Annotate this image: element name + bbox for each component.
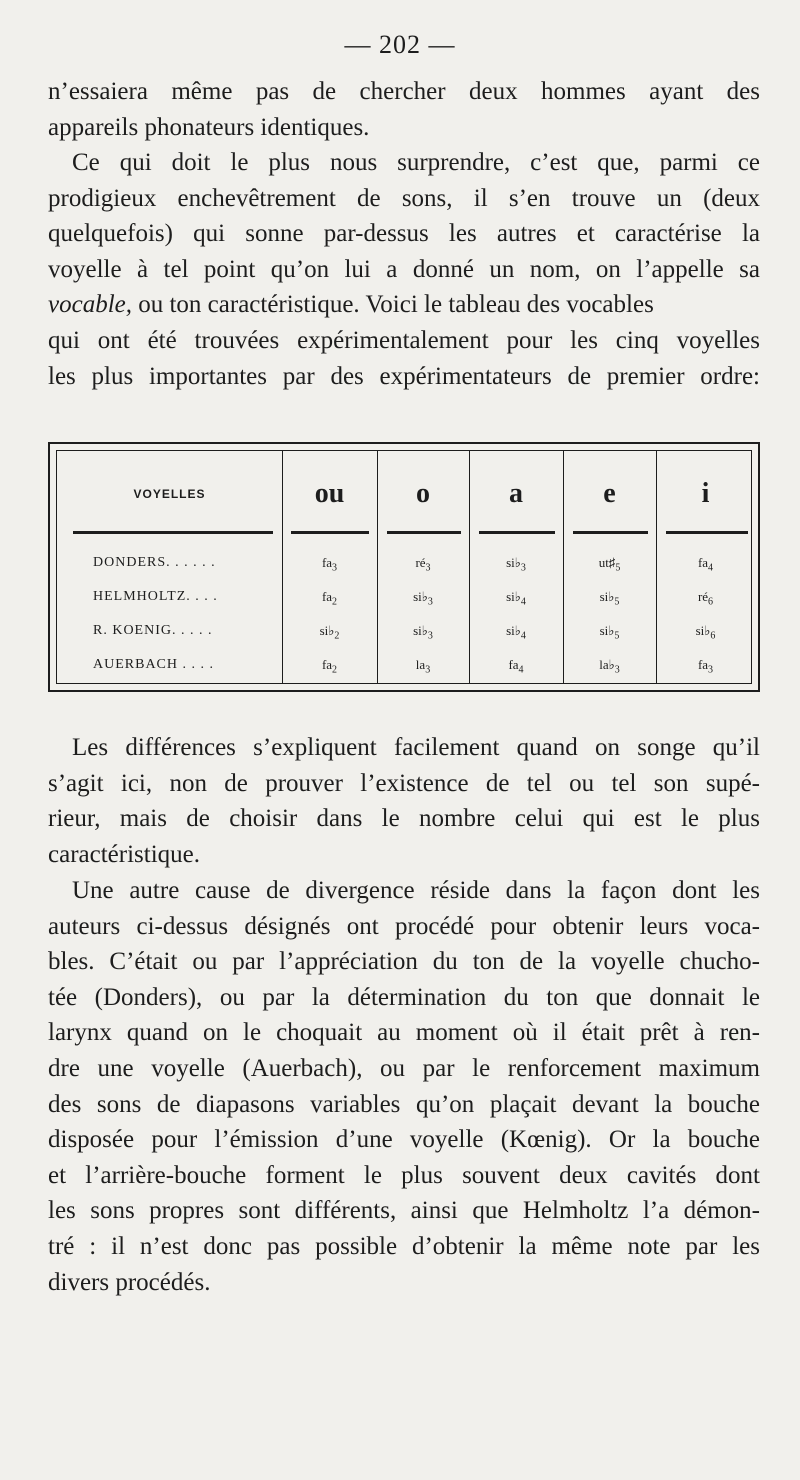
italic-term-vocable: vocable, [48, 291, 132, 319]
text-line: et l’arrière-bouche forment le plus souvent deux cavités dont [48, 1161, 760, 1189]
cell-value: $ré_6$ [697, 589, 714, 608]
row-name-donders: DONDERS. . . . . . [93, 555, 216, 570]
text-line: des sons de diapasons variables qu’on plaçait devant la bouche [48, 1090, 760, 1118]
cell-value: $si♭_5$ [599, 623, 620, 642]
header-rule [479, 531, 555, 534]
text-line: les plus importantes par des expérimentateurs de premier ordre: [48, 362, 760, 390]
cell-value: $la_3$ [415, 657, 431, 676]
text-line: quelquefois) qui sonne par-dessus les autres et caractérise la [48, 220, 760, 248]
text-line: prodigieux enchevêtrement de sons, il s’en trouve un (deux [48, 184, 760, 212]
cell-value: $si♭_3$ [506, 555, 526, 574]
header-vowel-ou: ou [314, 478, 345, 509]
vocables-table [48, 442, 760, 692]
text-line: voyelle à tel point qu’on lui a donné un nom, on l’appelle sa [48, 255, 760, 283]
header-rule [387, 531, 461, 534]
header-rule [291, 531, 369, 534]
text-line: les sons propres sont différents, ainsi que Helmholtz l’a démon- [48, 1197, 760, 1225]
header-rule [73, 531, 273, 534]
paragraph-continuation [48, 74, 760, 145]
row-name-auerbach: AUERBACH . . . . [93, 657, 215, 672]
text-line: appareils phonateurs identiques. [48, 113, 370, 141]
cell-value: $si♭_6$ [695, 623, 716, 642]
cell-value: $si♭_5$ [599, 589, 620, 608]
cell-value: $si♭_4$ [506, 623, 526, 642]
page-number: — 202 — [344, 30, 456, 59]
text-line: Une autre cause de divergence réside dans la façon dont les [72, 877, 760, 904]
text-line: Les différences s’expliquent facilement quand on songe qu’il [72, 734, 760, 761]
cell-value: $si♭_3$ [413, 589, 433, 608]
cell-value: $ré_3$ [415, 555, 431, 574]
cell-value: $si♭_2$ [319, 623, 340, 642]
text-line: tré : il n’est donc pas possible d’obtenir la même note par les [48, 1232, 760, 1260]
vocables-table-inner [56, 450, 752, 684]
row-name-helmholtz: HELMHOLTZ. . . . [93, 589, 218, 604]
paragraph-differences [48, 730, 760, 872]
text-line: dre une voyelle (Auerbach), ou par le renforcement maximum [48, 1054, 760, 1082]
row-name-koenig: R. KOENIG. . . . . [93, 623, 213, 638]
cell-value: $fa_2$ [321, 657, 338, 676]
paragraph-divergence [48, 873, 760, 1300]
cell-value: $si♭_4$ [506, 589, 526, 608]
cell-value: $la♭_3$ [599, 657, 620, 676]
header-vowel-o: o [416, 478, 430, 509]
text-line: Ce qui doit le plus nous surprendre, c’est que, parmi ce [72, 149, 760, 176]
text-line: divers procédés. [48, 1268, 211, 1296]
text-line: rieur, mais de choisir dans le nombre celui qui est le plus [48, 805, 760, 833]
header-vowel-e: e [603, 478, 616, 509]
header-rule [573, 531, 648, 534]
cell-value: $fa_4$ [508, 657, 524, 676]
text-line: caractéristique. [48, 840, 200, 868]
text-fragment: ou ton caractéristique. Voici le tableau des vocables [131, 291, 654, 319]
text-line: bles. C’était ou par l’appréciation du ton de la voyelle chucho- [48, 948, 760, 976]
text-line: qui ont été trouvées expérimentalement pour les cinq voyelles [48, 326, 760, 354]
text-line: auteurs ci-dessus désignés ont procédé pour obtenir leurs voca- [48, 912, 760, 940]
header-rule [666, 531, 748, 534]
cell-value: $fa_2$ [321, 589, 338, 608]
text-line: s’agit ici, non de prouver l’existence de tel ou tel son supé- [48, 769, 760, 797]
text-line: n’essaiera même pas de chercher deux hommes ayant des [48, 78, 760, 105]
text-line [48, 287, 760, 323]
text-line: larynx quand on le choquait au moment où il était prêt à ren- [48, 1019, 760, 1047]
header-vowel-i: i [701, 478, 710, 509]
header-vowel-a: a [509, 478, 523, 509]
cell-value: $ut♯_5$ [598, 555, 621, 574]
cell-value: $fa_3$ [697, 657, 714, 676]
cell-value: $si♭_3$ [413, 623, 433, 642]
cell-value: $fa_3$ [321, 555, 338, 574]
text-line: disposée pour l’émission d’une voyelle (Kœnig). Or la bouche [48, 1126, 760, 1154]
cell-value: $fa_4$ [697, 555, 714, 574]
text-line: tée (Donders), ou par la détermination du ton que donnait le [48, 983, 760, 1011]
header-voyelles: VOYELLES [133, 487, 206, 501]
paragraph-vocable-intro [48, 145, 760, 394]
